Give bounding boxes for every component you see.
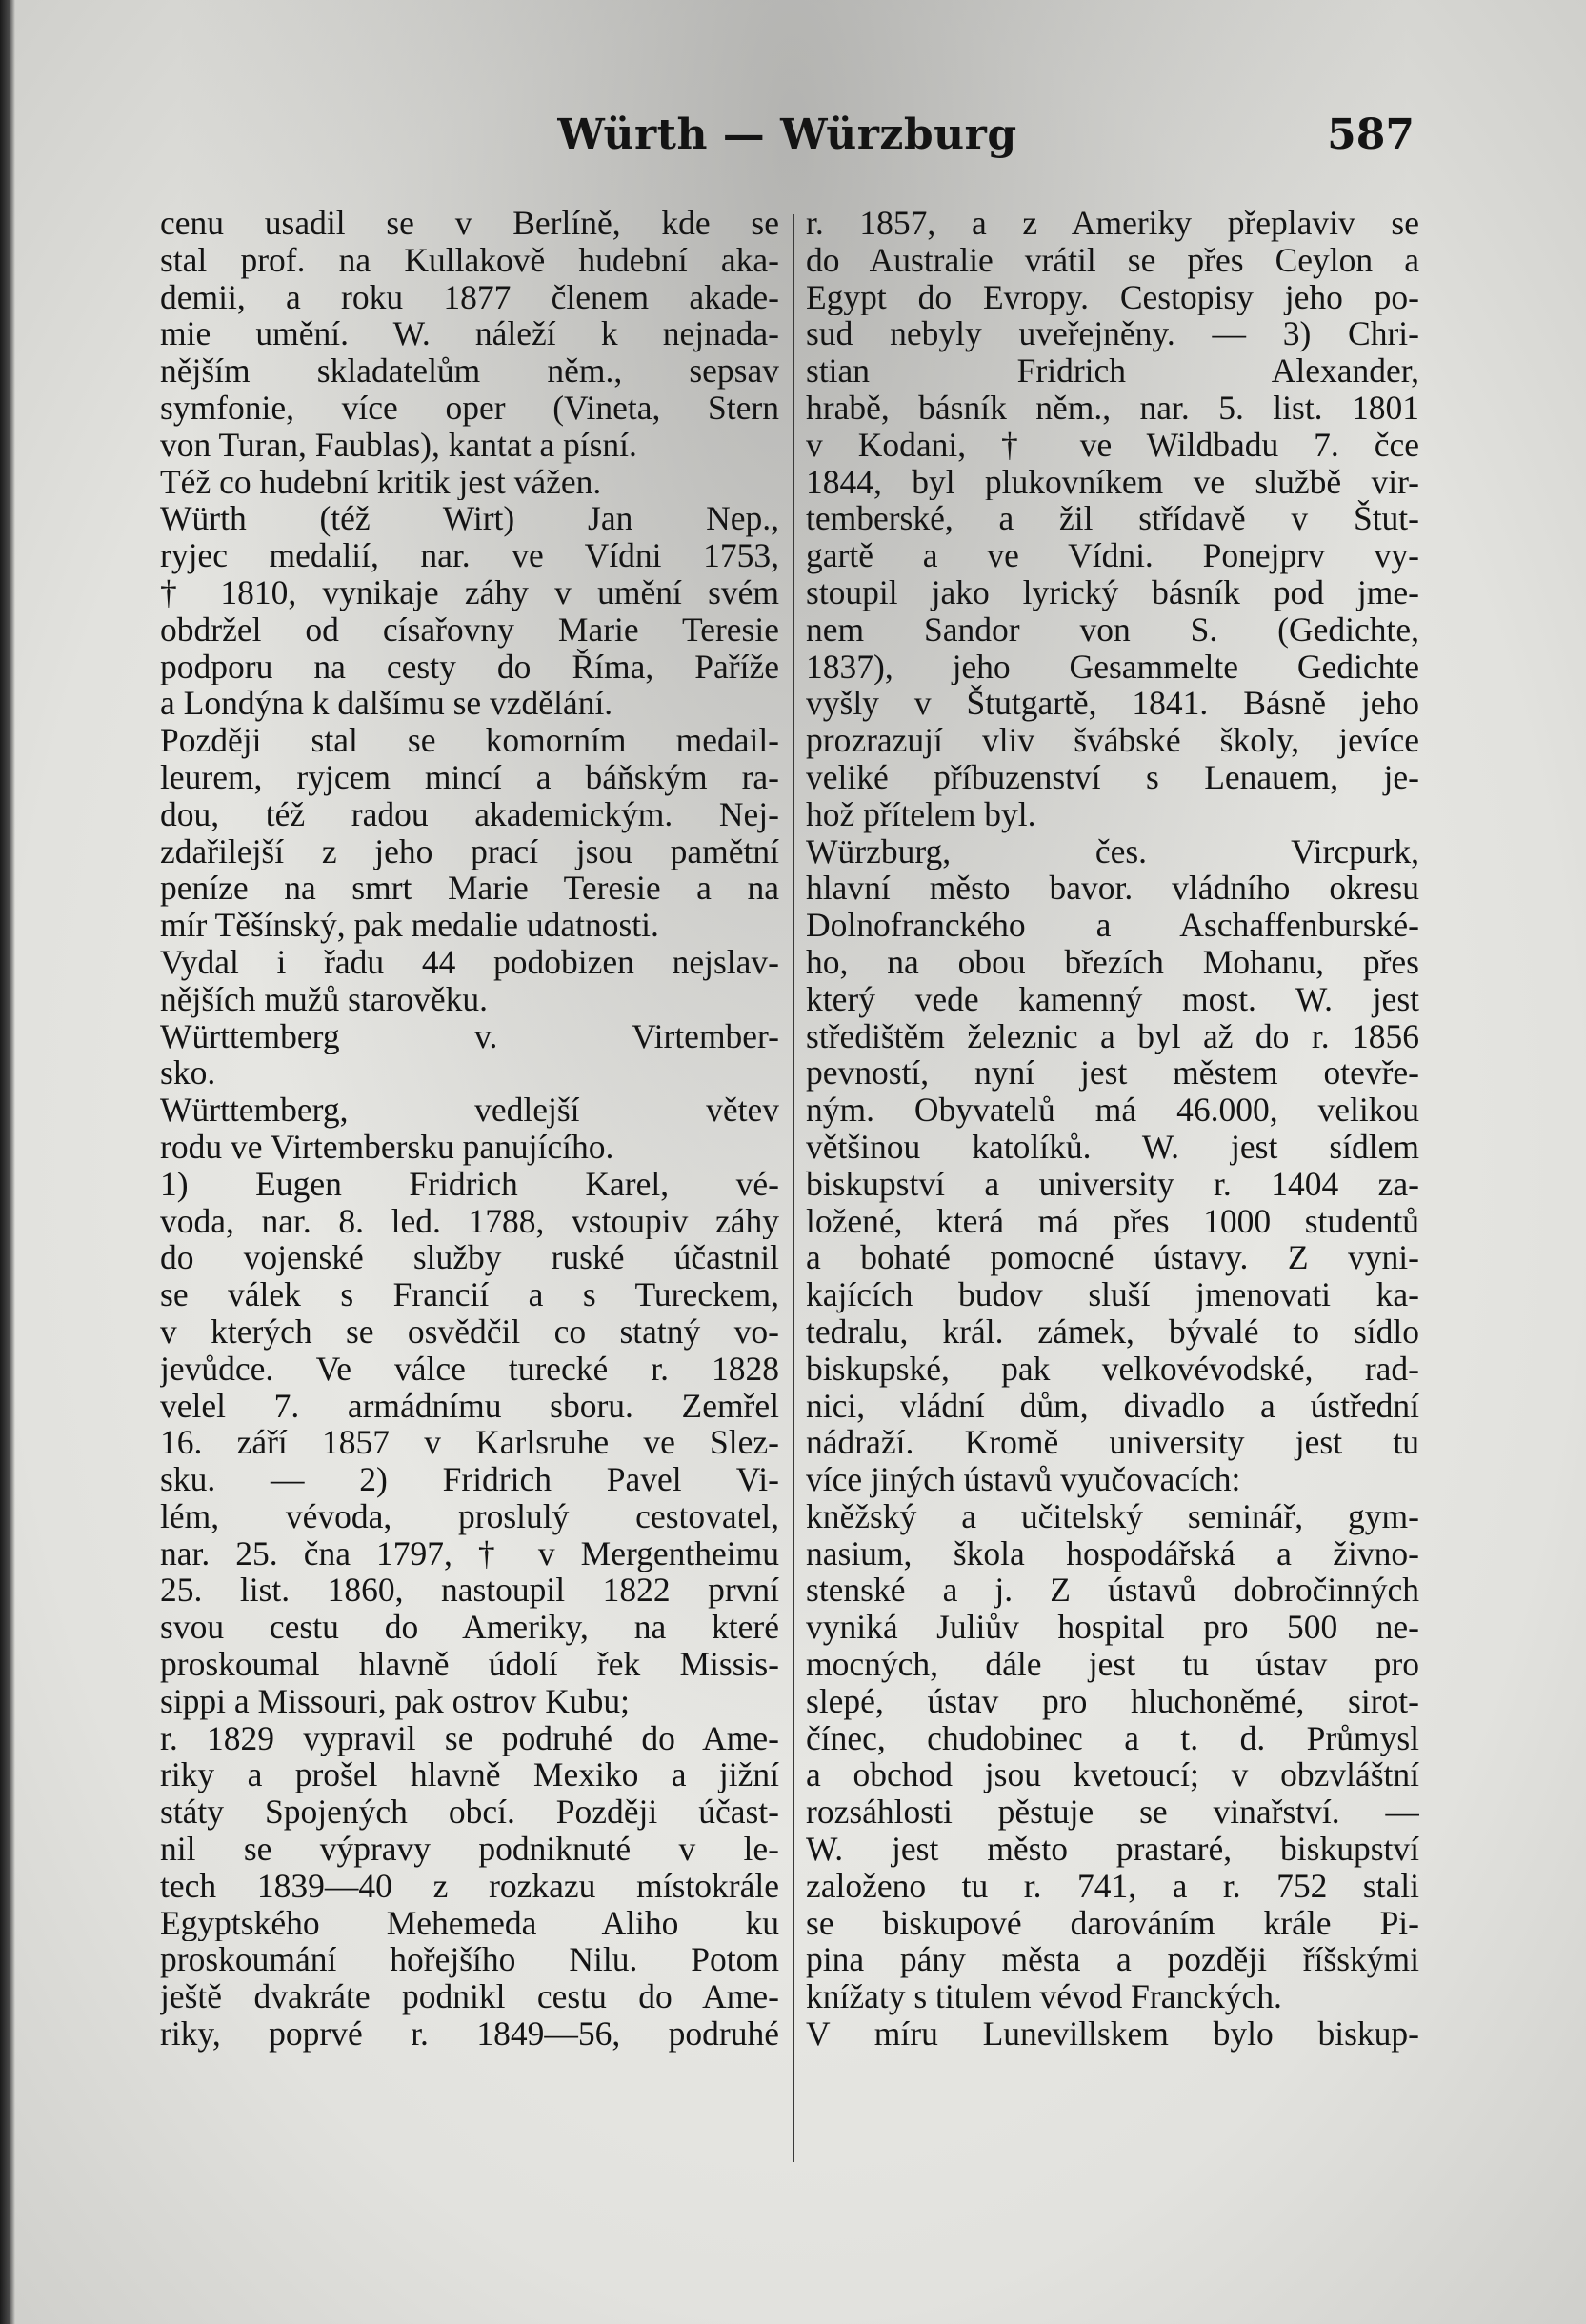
text-line: 1844, byl plukovníkem ve službě vir- — [806, 463, 1419, 501]
text-line: biskupství a university r. 1404 za- — [806, 1165, 1419, 1203]
text-line: stenské a j. Z ústavů dobročinných — [806, 1572, 1419, 1610]
text-line: † 1810, vynikaje záhy v umění svém — [160, 573, 779, 611]
text-line: sku. — 2) Fridrich Pavel Vi- — [160, 1461, 779, 1498]
text-line: ještě dvakráte podnikl cestu do Ame- — [160, 1978, 779, 2016]
text-line: r. 1857, a z Ameriky přeplaviv se — [806, 205, 1419, 242]
text-line: a Londýna k dalšímu se vzdělání. — [160, 685, 613, 723]
text-line: většinou katolíků. W. jest sídlem — [806, 1128, 1419, 1166]
text-line: peníze na smrt Marie Teresie a na — [160, 870, 779, 908]
text-line: cenu usadil se v Berlíně, kde se — [160, 205, 779, 242]
text-line: 1) Eugen Fridrich Karel, vé- — [160, 1165, 779, 1203]
text-line: zdařilejší z jeho prací jsou pamětní — [160, 832, 779, 871]
text-line: nil se výpravy podniknuté v le- — [160, 1831, 779, 1868]
text-line: v Kodani, † ve Wildbadu 7. čce — [806, 426, 1419, 464]
text-line: Později stal se komorním medail- — [160, 722, 779, 759]
text-line: stoupil jako lyrický básník pod jme- — [806, 573, 1419, 611]
text-line: obdržel od císařovny Marie Teresie — [160, 611, 779, 649]
text-line: W. jest město prastaré, biskupství — [806, 1831, 1419, 1868]
text-line: založeno tu r. 741, a r. 752 stali — [806, 1867, 1419, 1905]
text-line: vyniká Juliův hospital pro 500 ne- — [806, 1609, 1419, 1647]
text-line: kajících budov sluší jmenovati ka- — [806, 1276, 1419, 1313]
text-line: podporu na cesty do Říma, Paříže — [160, 648, 779, 686]
text-line: Egypt do Evropy. Cestopisy jeho po- — [806, 278, 1419, 316]
text-line: hrabě, básník něm., nar. 5. list. 1801 — [806, 389, 1419, 427]
header-title: Würth — Würzburg — [557, 110, 1017, 159]
text-line: ho, na obou březích Mohanu, přes — [806, 943, 1419, 981]
text-line: nějším skladatelům něm., sepsav — [160, 352, 779, 390]
text-line: proskoumal hlavně údolí řek Missis- — [160, 1646, 779, 1683]
text-line: středištěm železnic a byl až do r. 1856 — [806, 1017, 1419, 1055]
text-line: Würzburg, čes. Vircpurk, — [806, 832, 1419, 871]
text-line: Württemberg v. Virtember- — [160, 1017, 779, 1055]
text-line: více jiných ústavů vyučovacích: — [806, 1461, 1241, 1498]
text-line: temberské, a žil střídavě v Štut- — [806, 500, 1419, 538]
text-line: a bohaté pomocné ústavy. Z vyni- — [806, 1239, 1419, 1277]
text-line: pevností, nyní jest městem otevře- — [806, 1054, 1419, 1092]
text-line: mie umění. W. náleží k nejnada- — [160, 315, 779, 353]
text-line: jevůdce. Ve válce turecké r. 1828 — [160, 1350, 779, 1388]
text-line: v kterých se osvědčil co statný vo- — [160, 1312, 779, 1351]
text-line: prozrazují vliv švábské školy, jevíce — [806, 722, 1419, 759]
text-line: rodu ve Virtembersku panujícího. — [160, 1128, 614, 1166]
page-number: 587 — [1327, 110, 1415, 159]
text-line: biskupské, pak velkovévodské, rad- — [806, 1350, 1419, 1388]
running-header — [160, 107, 1415, 173]
text-line: se válek s Francií a s Tureckem, — [160, 1276, 779, 1313]
text-line: veliké příbuzenství s Lenauem, je- — [806, 758, 1419, 796]
text-line: vyšly v Štutgartě, 1841. Básně jeho — [806, 685, 1419, 723]
text-line: dou, též radou akademickým. Nej- — [160, 795, 779, 833]
text-line: knížaty s titulem vévod Franckých. — [806, 1978, 1282, 2016]
text-line: mír Těšínský, pak medalie udatnosti. — [160, 907, 659, 944]
text-line: tech 1839—40 z rozkazu místokrále — [160, 1867, 779, 1905]
text-line: Též co hudební kritik jest vážen. — [160, 463, 602, 501]
text-line: kněžský a učitelský seminář, gym- — [806, 1497, 1419, 1535]
text-line: 16. září 1857 v Karlsruhe ve Slez- — [160, 1424, 779, 1462]
text-line: voda, nar. 8. led. 1788, vstoupiv záhy — [160, 1202, 779, 1240]
text-line: Württemberg, vedlejší větev — [160, 1092, 779, 1129]
text-line: leurem, ryjcem mincí a báňským ra- — [160, 758, 779, 796]
text-line: r. 1829 vypravil se podruhé do Ame- — [160, 1719, 779, 1757]
text-line: slepé, ústav pro hluchoněmé, sirot- — [806, 1682, 1419, 1720]
text-line: do vojenské služby ruské účastnil — [160, 1239, 779, 1277]
column-divider — [793, 214, 794, 2162]
text-line: gartě a ve Vídni. Ponejprv vy- — [806, 537, 1419, 574]
text-line: velel 7. armádnímu sboru. Zemřel — [160, 1387, 779, 1425]
text-line: sud nebyly uveřejněny. — 3) Chri- — [806, 315, 1419, 353]
text-line: demii, a roku 1877 členem akade- — [160, 278, 779, 316]
text-line: sko. — [160, 1054, 216, 1092]
text-line: státy Spojených obcí. Později účast- — [160, 1793, 779, 1832]
text-line: Egyptského Mehemeda Aliho ku — [160, 1904, 779, 1942]
text-line: nar. 25. čna 1797, † v Mergentheimu — [160, 1534, 779, 1573]
text-line: nasium, škola hospodářská a živno- — [806, 1534, 1419, 1573]
text-line: riky a prošel hlavně Mexiko a jižní — [160, 1756, 779, 1794]
text-line: svou cestu do Ameriky, na které — [160, 1609, 779, 1647]
text-line: nádraží. Kromě university jest tu — [806, 1424, 1419, 1462]
text-line: nem Sandor von S. (Gedichte, — [806, 611, 1419, 649]
text-line: lém, vévoda, proslulý cestovatel, — [160, 1497, 779, 1535]
text-line: symfonie, více oper (Vineta, Stern — [160, 389, 779, 427]
text-line: 25. list. 1860, nastoupil 1822 první — [160, 1572, 779, 1610]
text-line: a obchod jsou kvetoucí; v obzvláštní — [806, 1756, 1419, 1794]
text-line: proskoumání hořejšího Nilu. Potom — [160, 1941, 779, 1979]
text-line: který vede kamenný most. W. jest — [806, 980, 1419, 1018]
text-line: se biskupové darováním krále Pi- — [806, 1904, 1419, 1942]
text-line: tedralu, král. zámek, bývalé to sídlo — [806, 1312, 1419, 1351]
text-line: sippi a Missouri, pak ostrov Kubu; — [160, 1682, 631, 1720]
text-line: do Australie vrátil se přes Ceylon a — [806, 241, 1419, 279]
text-line: nějších mužů starověku. — [160, 980, 489, 1018]
text-line: hlavní město bavor. vládního okresu — [806, 870, 1419, 908]
text-line: mocných, dále jest tu ústav pro — [806, 1646, 1419, 1683]
text-line: pina pány města a později říšskými — [806, 1941, 1419, 1979]
text-line: ryjec medalií, nar. ve Vídni 1753, — [160, 537, 779, 574]
text-line: Dolnofranckého a Aschaffenburské- — [806, 907, 1419, 944]
left-column — [160, 205, 779, 2053]
right-column — [806, 205, 1419, 2053]
text-line: rozsáhlosti pěstuje se vinařství. — — [806, 1793, 1419, 1832]
text-line: ným. Obyvatelů má 46.000, velikou — [806, 1092, 1419, 1129]
text-line: riky, poprvé r. 1849—56, podruhé — [160, 2015, 779, 2053]
text-line: hož přítelem byl. — [806, 795, 1036, 833]
text-line: čínec, chudobinec a t. d. Průmysl — [806, 1719, 1419, 1757]
text-line: V míru Lunevillskem bylo biskup- — [806, 2015, 1419, 2053]
text-line: stian Fridrich Alexander, — [806, 352, 1419, 390]
book-spine-shadow — [0, 0, 15, 2324]
text-line: stal prof. na Kullakově hudební aka- — [160, 241, 779, 279]
text-line: nici, vládní dům, divadlo a ústřední — [806, 1387, 1419, 1425]
text-line: von Turan, Faublas), kantat a písní. — [160, 426, 637, 464]
text-line: Vydal i řadu 44 podobizen nejslav- — [160, 943, 779, 981]
text-line: ložené, která má přes 1000 studentů — [806, 1202, 1419, 1240]
text-line: Würth (též Wirt) Jan Nep., — [160, 500, 779, 538]
text-line: 1837), jeho Gesammelte Gedichte — [806, 648, 1419, 686]
